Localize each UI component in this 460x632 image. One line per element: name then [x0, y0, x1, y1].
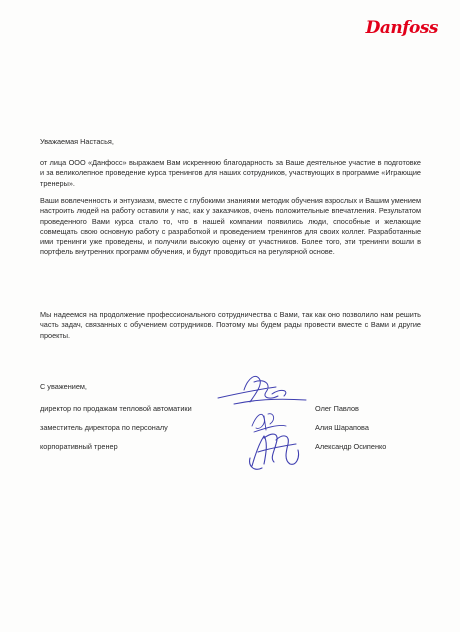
- closing: С уважением,: [40, 382, 87, 391]
- signatory-name: Олег Павлов: [315, 404, 359, 413]
- signatory-position: директор по продажам тепловой автоматики: [40, 404, 192, 413]
- signature-1: [218, 376, 306, 404]
- salutation: Уважаемая Настасья,: [40, 137, 114, 146]
- paragraph-gratitude: от лица ООО «Данфосс» выражаем Вам искреннюю благодарность за Ваше деятельное участие в подготовке и за великолепное проведение курса тренингов для наших сотрудников, участвующих в программе «Играющие тренеры».: [40, 158, 421, 188]
- handwritten-signatures: [214, 368, 324, 478]
- logo-text: Danfoss: [365, 18, 438, 38]
- paragraph-results: Ваши вовлеченность и энтузиазм, вместе с глубокими знаниями методик обучения взрослых и Вашим умением настроить людей на работу оставили у нас, как у заказчиков, очень положительные впечатления. Результатом проведенного Вами курса стало то, что в нашей компании появились люди, способные и желающие совмещать свою основную работу с разработкой и проведением тренингов для своих коллег. Разработанные ими тренинги уже проведены, и получили высокую оценку от участников. Более того, эти тренинги вошли в портфель внутренних программ обучения, и будут проводиться на регулярной основе.: [40, 196, 421, 257]
- danfoss-logo: [352, 14, 438, 42]
- signatory-name: Александр Осипенко: [315, 442, 387, 451]
- signature-2: [252, 414, 286, 432]
- signatory-position: заместитель директора по персоналу: [40, 423, 168, 432]
- signatory-position: корпоративный тренер: [40, 442, 118, 451]
- signature-3: [250, 434, 299, 469]
- signatory-name: Алия Шарапова: [315, 423, 369, 432]
- paragraph-cooperation: Мы надеемся на продолжение профессионального сотрудничества с Вами, так как оно позволило нам решить часть задач, связанных с обучением сотрудников. Поэтому мы будем рады провести вместе с Вами и другие проекты.: [40, 310, 421, 340]
